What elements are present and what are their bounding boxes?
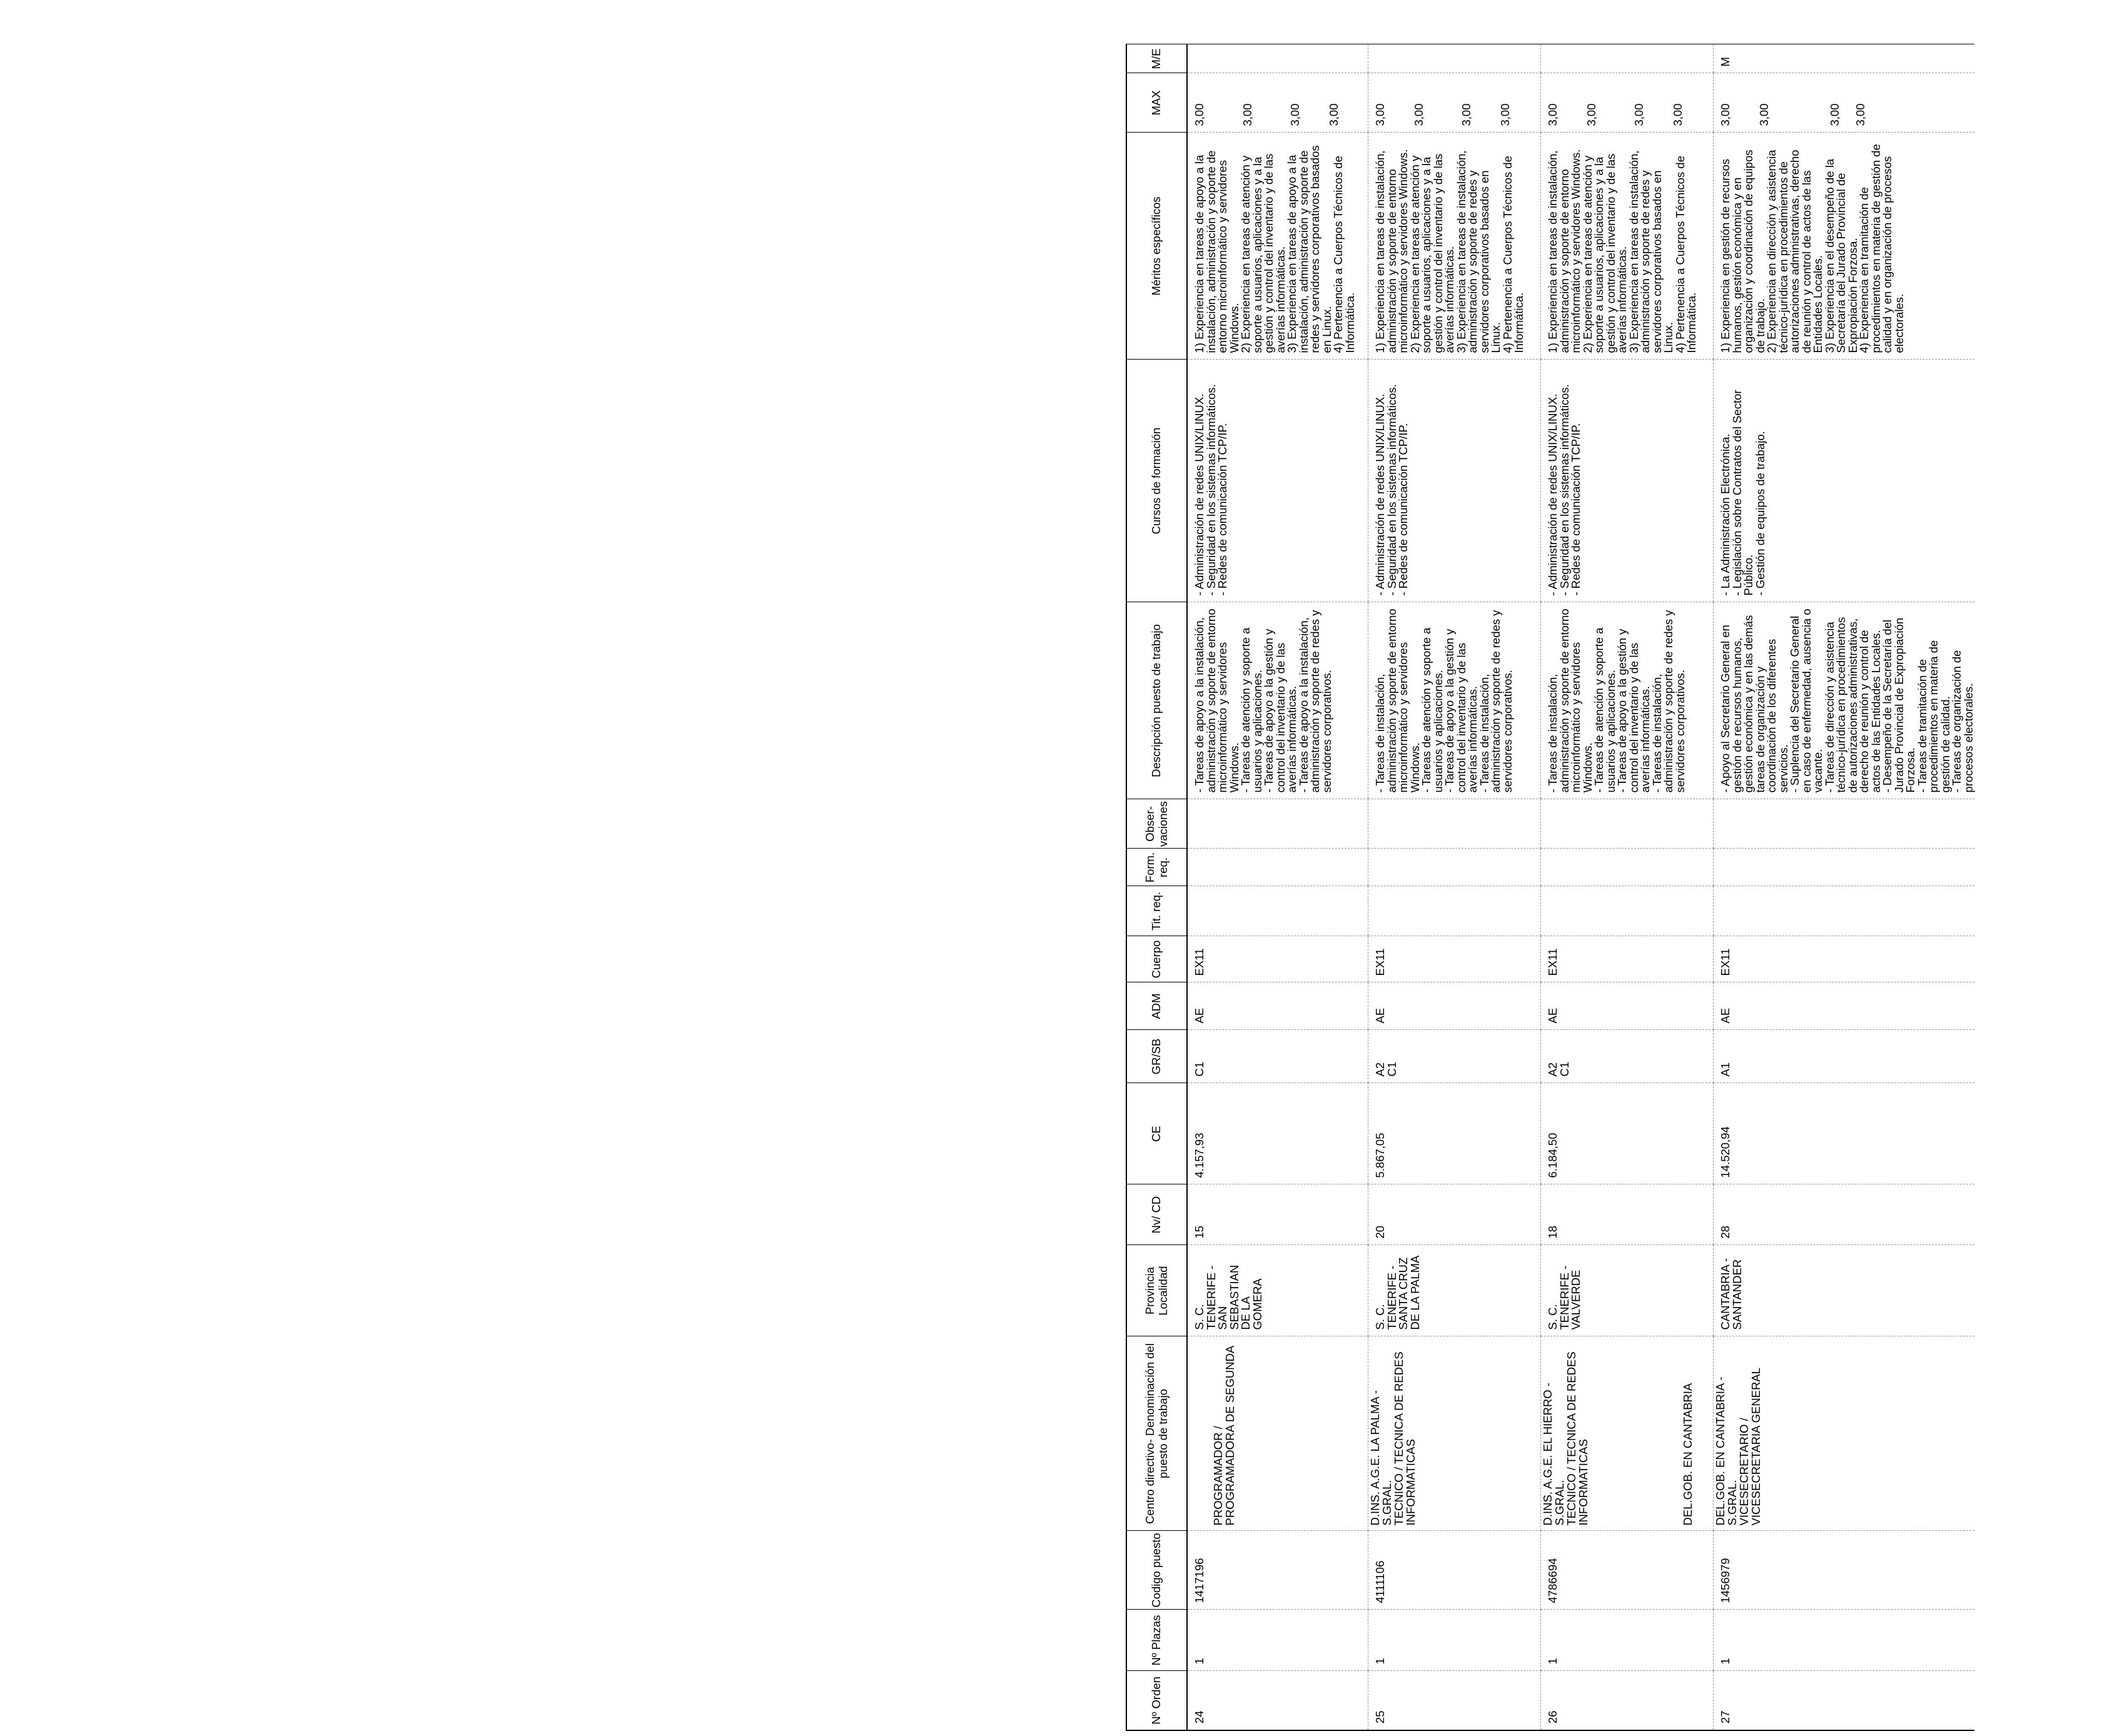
cell-me xyxy=(1541,44,1714,73)
header-adm: ADM xyxy=(1126,982,1187,1030)
cell-plazas: 1 xyxy=(1714,1610,1975,1671)
cell-me xyxy=(1368,44,1541,73)
cell-tit xyxy=(1368,886,1541,936)
max-value: 3,00 xyxy=(1670,103,1684,126)
cell-descripcion: - Tareas de instalación, administración y soporte de entorno microinformático y servidores Windows. - Tareas de atención y soporte a usuarios y aplicaciones. - Tareas de apoyo a la gestión y control del inventario y de las averías informáticas. - Tareas de instalación, administración y soporte de redes y servidores corporativos. xyxy=(1541,602,1714,799)
cell-plazas: 1 xyxy=(1541,1610,1714,1671)
denominacion: PROGRAMADOR / PROGRAMADORA DE SEGUNDA xyxy=(1211,1345,1236,1526)
header-obs: Obser- vaciones xyxy=(1126,799,1187,849)
cell-centro xyxy=(1681,1336,1975,1531)
cell-ce: 5.867,05 xyxy=(1368,1083,1541,1184)
cell-tit xyxy=(1187,886,1368,936)
puestos-table xyxy=(1126,44,1974,1732)
cell-obs xyxy=(1368,799,1541,849)
cell-cursos: - La Administración Electrónica. - Legislación sobre Contratos del Sector Público. - Gestión de equipos de trabajo. xyxy=(1714,360,1975,602)
cell-orden: 27 xyxy=(1714,1671,1975,1730)
header-provincia: Provincia Localidad xyxy=(1126,1245,1187,1336)
cell-me xyxy=(1187,44,1368,73)
max-value: 3,00 xyxy=(1584,103,1598,126)
max-value: 3,00 xyxy=(1240,103,1254,126)
cell-adm: AE xyxy=(1368,982,1541,1030)
max-value: 3,00 xyxy=(1326,103,1340,126)
header-tit: Tit. req. xyxy=(1126,886,1187,936)
max-value: 3,00 xyxy=(1460,103,1473,126)
denominacion: TECNICO / TECNICA DE REDES INFORMATICAS xyxy=(1565,1351,1590,1526)
cell-grsb: A2 C1 xyxy=(1368,1030,1541,1083)
cell-cuerpo: EX11 xyxy=(1187,936,1368,982)
centro-directivo: D.INS. A.G.E. LA PALMA - S.GRAL. xyxy=(1368,1390,1393,1526)
max-value: 3,00 xyxy=(1546,103,1559,126)
cell-meritos: 1) Experiencia en tareas de apoyo a la instalación, administración y soporte de entorno microinformático y servidores Windows. 2) Experiencia en tareas de atención y soporte a usuarios, aplicaciones y a la gestión y control del inventario y de las averías informáticas. 3) Experiencia en tareas de apoyo a la instalación, administración y soporte de redes y servidores corporativos basados en Linux. 4) Pertenencia a Cuerpos Técnicos de Informática. xyxy=(1187,133,1368,360)
cell-ce: 4.157,93 xyxy=(1187,1083,1368,1184)
header-me: M/E xyxy=(1126,44,1187,73)
cell-obs xyxy=(1714,799,1975,849)
cell-nivel: 18 xyxy=(1541,1184,1714,1245)
cell-codigo: 4786694 xyxy=(1541,1531,1714,1610)
cell-meritos: 1) Experiencia en tareas de instalación, administración y soporte de entorno microinformático y servidores Windows. 2) Experiencia en tareas de atención y soporte a usuarios, aplicaciones y a la gestión y control del inventario y de las averías informáticas. 3) Experiencia en tareas de instalación, administración y soporte de redes y servidores corporativos basados en Linux. 4) Pertenencia a Cuerpos Técnicos de Informática. xyxy=(1541,133,1714,360)
cell-codigo: 1456979 xyxy=(1714,1531,1975,1610)
max-value: 3,00 xyxy=(1288,103,1301,126)
denominacion: VICESECRETARIO / VICESECRETARIA GENERAL xyxy=(1737,1367,1762,1526)
cell-plazas: 1 xyxy=(1368,1610,1541,1671)
max-value: 3,00 xyxy=(1373,103,1387,126)
cell-cuerpo: EX11 xyxy=(1541,936,1714,982)
cell-ce: 6.184,50 xyxy=(1541,1083,1714,1184)
cell-plazas: 1 xyxy=(1187,1610,1368,1671)
cell-form xyxy=(1714,849,1975,886)
cell-descripcion: - Apoyo al Secretario General en gestión de recursos humanos, gestión económica y en las demás tareas de organización y coordinación de los diferentes servicios. - Suplencia del Secretario General en caso de enfermedad, ausencia o vacante. - Tareas de dirección y asistencia técnico-jurídica en procedimientos de autorizaciones administrativas, derecho de reunión y control de actos de las Entidades Locales. - Desempeño de la Secretaría del Jurado Provincial de Expropiación Forzosa. - Tareas de tramitación de procedimientos en materia de gestión de calidad. - Tareas de organización de procesos electorales. xyxy=(1714,602,1975,799)
table-row xyxy=(1187,44,1368,1730)
cell-cuerpo: EX11 xyxy=(1714,936,1975,982)
cell-max xyxy=(1714,73,1975,133)
cell-codigo: 4111106 xyxy=(1368,1531,1541,1610)
cell-provincia: S. C. TENERIFE - VALVERDE xyxy=(1541,1245,1714,1336)
max-value: 3,00 xyxy=(1498,103,1512,126)
max-value: 3,00 xyxy=(1193,103,1206,126)
cell-orden: 24 xyxy=(1187,1671,1368,1730)
table-row xyxy=(1368,44,1541,1730)
cell-nivel: 15 xyxy=(1187,1184,1368,1245)
cell-provincia: CANTABRIA - SANTANDER xyxy=(1714,1245,1975,1336)
cell-adm: AE xyxy=(1714,982,1975,1030)
centro-directivo: DEL.GOB. EN CANTABRIA xyxy=(1681,1383,1694,1526)
header-grsb: GR/SB xyxy=(1126,1030,1187,1083)
cell-form xyxy=(1541,849,1714,886)
cell-max xyxy=(1187,73,1368,133)
header-codigo: Codigo puesto xyxy=(1126,1531,1187,1610)
header-descripcion: Descripción puesto de trabajo xyxy=(1126,602,1187,799)
header-orden: Nº Orden xyxy=(1126,1671,1187,1730)
header-form: Form. req. xyxy=(1126,849,1187,886)
cell-cursos: - Administración de redes UNIX/LINUX. - Seguridad en los sistemas informáticos. - Redes de comunicación TCP/IP. xyxy=(1187,360,1368,602)
cell-centro xyxy=(1368,1336,1541,1531)
cell-nivel: 20 xyxy=(1368,1184,1541,1245)
cell-grsb: A2 C1 xyxy=(1541,1030,1714,1083)
max-value: 3,00 xyxy=(1828,103,1841,126)
header-nivel: Nv/ CD xyxy=(1126,1184,1187,1245)
max-value: 3,00 xyxy=(1757,103,1771,126)
denominacion: TECNICO / TECNICA DE REDES INFORMATICAS xyxy=(1392,1351,1417,1526)
cell-centro xyxy=(1187,1336,1368,1531)
table-row xyxy=(1714,44,1975,1730)
cell-orden: 25 xyxy=(1368,1671,1541,1730)
cell-orden: 26 xyxy=(1541,1671,1714,1730)
cell-nivel: 28 xyxy=(1714,1184,1975,1245)
cell-form xyxy=(1187,849,1368,886)
max-value: 3,00 xyxy=(1412,103,1425,126)
header-cursos: Cursos de formación xyxy=(1126,360,1187,602)
cell-obs xyxy=(1187,799,1368,849)
cell-codigo: 1417196 xyxy=(1187,1531,1368,1610)
cell-tit xyxy=(1714,886,1975,936)
cell-form xyxy=(1368,849,1541,886)
max-value: 3,00 xyxy=(1719,103,1732,126)
header-max: MAX xyxy=(1126,73,1187,133)
cell-provincia: S. C. TENERIFE - SAN SEBASTIAN DE LA GOMERA xyxy=(1187,1245,1368,1336)
cell-ce: 14.520,94 xyxy=(1714,1083,1975,1184)
centro-directivo-sgral: DEL.GOB. EN CANTABRIA - S.GRAL. xyxy=(1714,1376,1739,1526)
cell-cursos: - Administración de redes UNIX/LINUX. - Seguridad en los sistemas informáticos. - Redes de comunicación TCP/IP. xyxy=(1368,360,1541,602)
rotated-document xyxy=(1126,45,2117,1731)
cell-provincia: S. C. TENERIFE - SANTA CRUZ DE LA PALMA xyxy=(1368,1245,1541,1336)
max-value: 3,00 xyxy=(1632,103,1645,126)
header-meritos: Méritos específicos xyxy=(1126,133,1187,360)
cell-grsb: C1 xyxy=(1187,1030,1368,1083)
cell-descripcion: - Tareas de instalación, administración y soporte de entorno microinformático y servidores Windows. - Tareas de atención y soporte a usuarios y aplicaciones. - Tareas de apoyo a la gestión y control del inventario y de las averías informáticas. - Tareas de instalación, administración y soporte de redes y servidores corporativos. xyxy=(1368,602,1541,799)
header-ce: CE xyxy=(1126,1083,1187,1184)
cell-descripcion: - Tareas de apoyo a la instalación, administración y soporte de entorno microinformático y servidores Windows. - Tareas de atención y soporte a usuarios y aplicaciones. - Tareas de apoyo a la gestión y control del inventario y de las averías informáticas. - Tareas de apoyo a la instalación, administración y soporte de redes y servidores corporativos. xyxy=(1187,602,1368,799)
cell-meritos: 1) Experiencia en gestión de recursos humanos, gestión económica y en organización y coordinación de equipos de trabajo. 2) Experiencia en dirección y asistencia técnico-jurídica en procedimientos de autorizaciones administrativas, derecho de reunión y control de actos de las Entidades Locales. 3) Experiencia en el desempeño de la Secretaría del Jurado Provincial de Expropiación Forzosa. 4) Experiencia en tramitación de procedimientos en materia de gestión de calidad y en organización de procesos electorales. xyxy=(1714,133,1975,360)
cell-adm: AE xyxy=(1541,982,1714,1030)
cell-max xyxy=(1541,73,1714,133)
header-centro: Centro directivo- Denominación del puesto de trabajo xyxy=(1126,1336,1187,1531)
cell-tit xyxy=(1541,886,1714,936)
header-plazas: Nº Plazas xyxy=(1126,1610,1187,1671)
centro-directivo: D.INS. A.G.E. EL HIERRO - S.GRAL. xyxy=(1541,1382,1566,1526)
max-value: 3,00 xyxy=(1853,103,1867,126)
cell-adm: AE xyxy=(1187,982,1368,1030)
cell-max xyxy=(1368,73,1541,133)
cell-grsb: A1 xyxy=(1714,1030,1975,1083)
cell-meritos: 1) Experiencia en tareas de instalación, administración y soporte de entorno microinformático y servidores Windows. 2) Experiencia en tareas de atención y soporte a usuarios, aplicaciones y a la gestión y control del inventario y de las averías informáticas. 3) Experiencia en tareas de instalación, administración y soporte de redes y servidores corporativos basados en Linux. 4) Pertenencia a Cuerpos Técnicos de Informática. xyxy=(1368,133,1541,360)
cell-obs xyxy=(1541,799,1714,849)
cell-cuerpo: EX11 xyxy=(1368,936,1541,982)
cell-cursos: - Administración de redes UNIX/LINUX. - Seguridad en los sistemas informáticos. - Redes de comunicación TCP/IP. xyxy=(1541,360,1714,602)
header-cuerpo: Cuerpo xyxy=(1126,936,1187,982)
header-row xyxy=(1126,44,1187,1730)
cell-me: M xyxy=(1714,44,1975,73)
